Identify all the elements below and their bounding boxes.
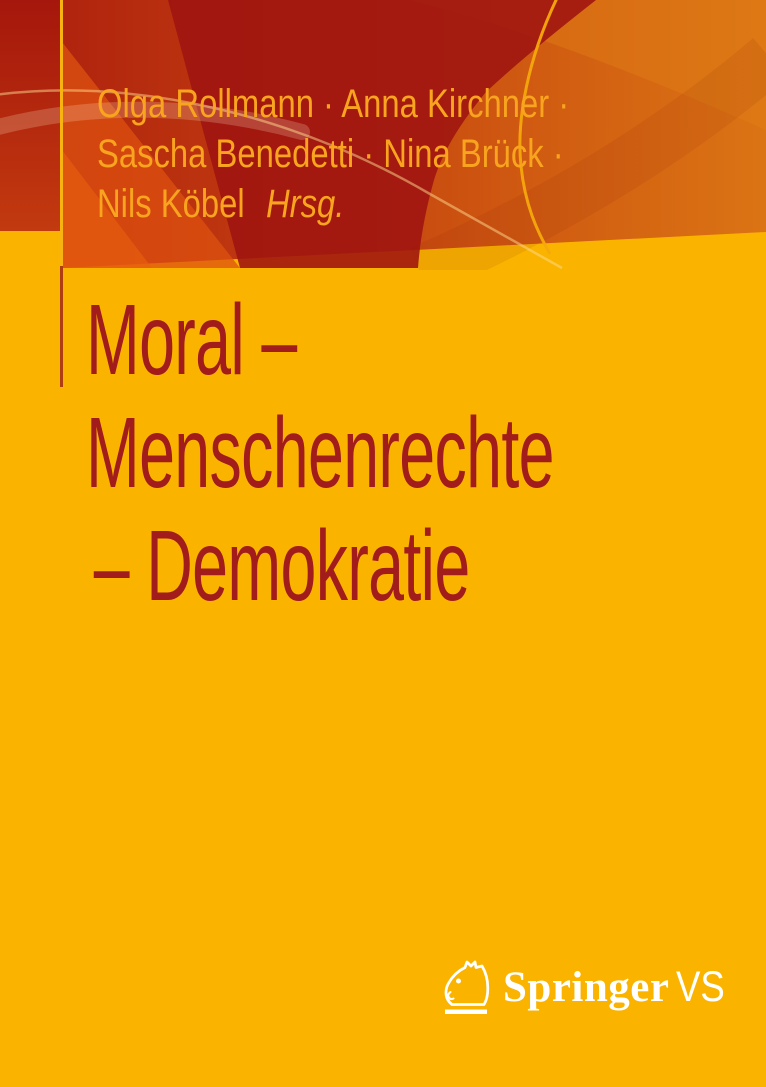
author-name: Nils Köbel bbox=[97, 182, 245, 226]
authors-block bbox=[97, 79, 673, 229]
publisher-imprint: VS bbox=[676, 963, 726, 1011]
title-line: Menschenrechte bbox=[86, 397, 554, 509]
title-line: – Demokratie bbox=[93, 510, 470, 622]
publisher-logo bbox=[440, 957, 734, 1017]
editor-label: Hrsg. bbox=[265, 182, 345, 226]
publisher-name: Springer bbox=[503, 964, 670, 1011]
springer-knight-icon bbox=[440, 957, 490, 1017]
book-title bbox=[86, 284, 766, 623]
rule-lower bbox=[60, 266, 63, 387]
author-line: Olga Rollmann · Anna Kirchner · bbox=[97, 82, 570, 126]
title-line: Moral – bbox=[86, 284, 297, 396]
author-line: Sascha Benedetti · Nina Brück · bbox=[97, 132, 564, 176]
rule-upper bbox=[60, 0, 63, 268]
author-line bbox=[97, 179, 569, 229]
